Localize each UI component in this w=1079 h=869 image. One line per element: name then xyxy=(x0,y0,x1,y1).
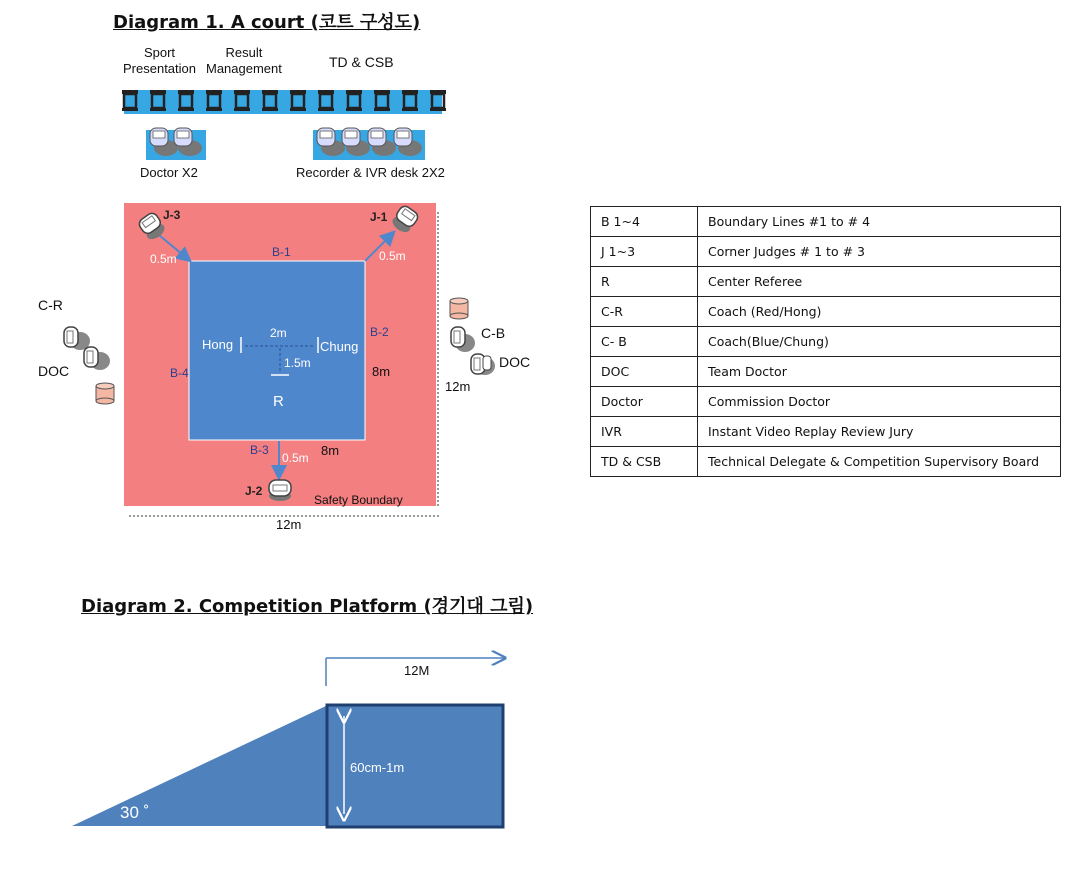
j3-distance: 0.5m xyxy=(150,252,177,266)
legend-value: Instant Video Replay Review Jury xyxy=(698,417,1061,447)
legend-value: Boundary Lines #1 to # 4 xyxy=(698,207,1061,237)
legend-value: Coach (Red/Hong) xyxy=(698,297,1061,327)
referee-label: R xyxy=(273,393,284,410)
cylinder-left xyxy=(96,383,114,404)
j2-label: J-2 xyxy=(245,484,263,498)
result-management-label: Result Management xyxy=(206,45,282,76)
legend-row xyxy=(591,357,1061,387)
j1-label: J-1 xyxy=(370,210,388,224)
two-m-label: 2m xyxy=(270,326,287,340)
legend-row xyxy=(591,417,1061,447)
j1-distance: 0.5m xyxy=(379,249,406,263)
legend-key: Doctor xyxy=(591,387,698,417)
twelve-m-right-label: 12m xyxy=(445,379,471,394)
eight-m-bottom-label: 8m xyxy=(321,443,340,458)
legend-row xyxy=(591,207,1061,237)
j2-seat xyxy=(269,480,291,501)
legend-value: Team Doctor xyxy=(698,357,1061,387)
legend-row xyxy=(591,297,1061,327)
doc-left-label: DOC xyxy=(38,363,70,379)
legend-row xyxy=(591,237,1061,267)
doc-right-seat xyxy=(471,354,495,375)
legend-value: Technical Delegate & Competition Supervisory Board xyxy=(698,447,1061,477)
ramp-angle-label: 30 ˚ xyxy=(120,803,150,822)
j3-label: J-3 xyxy=(163,208,181,222)
legend-row xyxy=(591,447,1061,477)
b2-label: B-2 xyxy=(370,325,389,339)
legend-key: C-R xyxy=(591,297,698,327)
eight-m-right-label: 8m xyxy=(372,364,391,379)
legend-value: Corner Judges # 1 to # 3 xyxy=(698,237,1061,267)
legend-row xyxy=(591,267,1061,297)
legend-table xyxy=(590,206,1061,477)
b3-label: B-3 xyxy=(250,443,269,457)
b1-label: B-1 xyxy=(272,245,291,259)
td-csb-label: TD & CSB xyxy=(329,54,394,70)
legend-value: Commission Doctor xyxy=(698,387,1061,417)
coach-blue-seat xyxy=(451,327,475,352)
doc-right-label: DOC xyxy=(499,354,531,370)
legend-row xyxy=(591,387,1061,417)
b4-label: B-4 xyxy=(170,366,189,380)
diagram1-title: Diagram 1. A court (코트 구성도) xyxy=(113,12,421,33)
legend-key: DOC xyxy=(591,357,698,387)
twelve-m-bottom-label: 12m xyxy=(276,517,302,532)
cylinder-right xyxy=(450,298,468,319)
cr-label: C-R xyxy=(38,297,63,313)
legend-value: Center Referee xyxy=(698,267,1061,297)
safety-boundary-label: Safety Boundary xyxy=(314,493,403,507)
legend-key: C- B xyxy=(591,327,698,357)
chung-label: Chung xyxy=(320,339,359,354)
legend-key: TD & CSB xyxy=(591,447,698,477)
coach-red-seat xyxy=(64,327,90,350)
doctor-desk-label: Doctor X2 xyxy=(140,165,198,180)
legend-value: Coach(Blue/Chung) xyxy=(698,327,1061,357)
one-five-m-label: 1.5m xyxy=(284,356,311,370)
legend-key: R xyxy=(591,267,698,297)
hong-label: Hong xyxy=(202,337,234,352)
j2-distance: 0.5m xyxy=(282,451,309,465)
legend-row xyxy=(591,327,1061,357)
cb-label: C-B xyxy=(481,325,506,341)
diagram2-title: Diagram 2. Competition Platform (경기대 그림) xyxy=(81,596,534,617)
doc-left-seat xyxy=(84,347,110,370)
legend-key: B 1~4 xyxy=(591,207,698,237)
recorder-desk-label: Recorder & IVR desk 2X2 xyxy=(296,165,445,180)
platform-height-label: 60cm-1m xyxy=(350,760,405,775)
sport-presentation-label: Sport Presentation xyxy=(123,45,196,76)
platform-width-label: 12M xyxy=(404,663,430,678)
officials-desk xyxy=(124,90,442,114)
legend-key: J 1~3 xyxy=(591,237,698,267)
ramp xyxy=(72,705,328,826)
legend-key: IVR xyxy=(591,417,698,447)
